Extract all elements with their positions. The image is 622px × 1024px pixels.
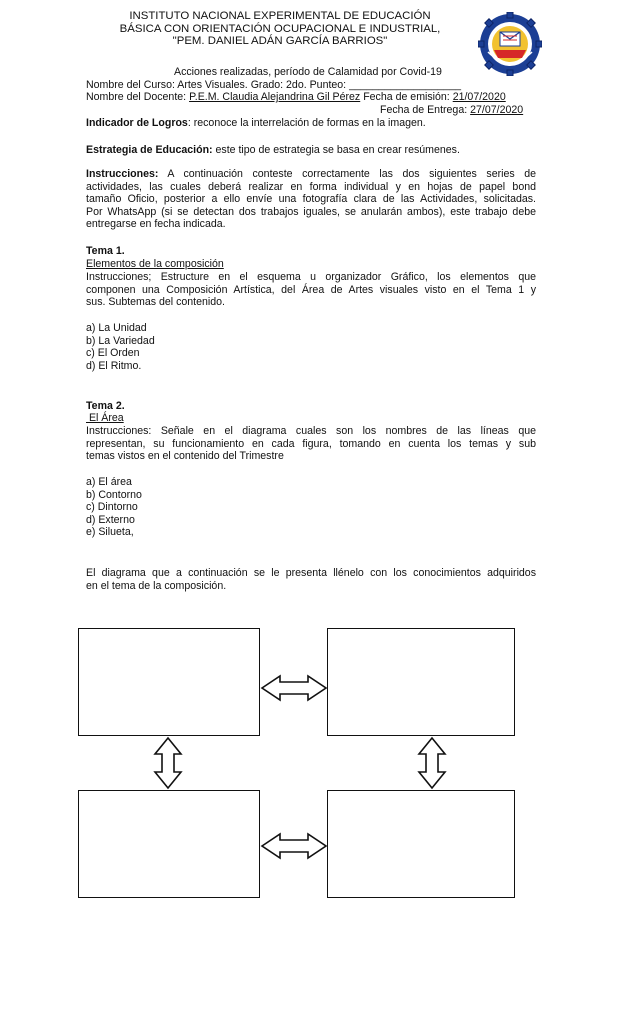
double-arrow-vertical-icon	[155, 738, 181, 788]
tema1-title: Tema 1.	[86, 245, 125, 257]
diagram-intro-line: en el tema de la composición.	[86, 579, 227, 592]
activity-subtitle: Acciones realizadas, período de Calamidad por Covid-19	[174, 66, 442, 78]
strategy-text: este tipo de estrategia se basa en crear resúmenes.	[212, 144, 460, 156]
header-line-2: BÁSICA CON ORIENTACIÓN OCUPACIONAL E INDUSTRIAL,	[119, 22, 441, 35]
list-item: a) El área	[86, 476, 132, 488]
instructions-line: Por WhatsApp (si se detectan dos trabajos iguales, se anularán ambos), este trabajo debe	[86, 205, 536, 218]
grade-label: Grado:	[250, 79, 284, 91]
instructions-line: Instrucciones: A continuación conteste correctamente las dos siguientes series de	[86, 168, 536, 180]
tema1-line: Instrucciones; Estructure en el esquema u organizador Gráfico, los elementos que	[86, 271, 536, 283]
issue-date-value: 21/07/2020	[452, 91, 506, 103]
list-item: b) Contorno	[86, 488, 142, 501]
indicator-text: : reconoce la interrelación de formas en la imagen.	[187, 117, 426, 129]
tema2-line: temas vistos en el contenido del Trimestre	[86, 450, 284, 463]
course-value: Artes Visuales.	[177, 79, 248, 91]
score-label: Punteo:	[309, 79, 347, 91]
instructions-line: entregarse en fecha indicada.	[86, 218, 226, 231]
diagram-intro-line: El diagrama que a continuación se le presenta llénelo con los conocimientos adquiridos	[86, 567, 536, 579]
list-item: d) Externo	[86, 513, 135, 526]
instructions-line: actividades, las cuales deberá realizar en forma individual y en hojas de papel bond	[86, 180, 536, 193]
tema2-title: Tema 2.	[86, 400, 125, 412]
delivery-date-label: Fecha de Entrega:	[380, 104, 468, 116]
header-line-3: "PEM. DANIEL ADÁN GARCÍA BARRIOS"	[172, 35, 388, 47]
double-arrow-vertical-icon	[419, 738, 445, 788]
list-item: c) El Orden	[86, 347, 140, 360]
tema2-subtitle: El Área	[86, 412, 124, 424]
header-line-1: INSTITUTO NACIONAL EXPERIMENTAL DE EDUCACIÓN	[129, 10, 431, 22]
tema2-line: representan, su funcionamiento en cada figura, tomando en cuenta los temas y sub	[86, 437, 536, 450]
indicator-label: Indicador de Logros	[86, 117, 188, 129]
issue-date-label: Fecha de emisión:	[363, 91, 450, 103]
tema1-subtitle: Elementos de la composición	[86, 258, 224, 270]
course-label: Nombre del Curso:	[86, 79, 175, 91]
list-item: d) El Ritmo.	[86, 359, 142, 372]
instructions-line: tamaño Oficio, posterior a ello envíe una fotografía clara de las Actividades, solicitadas.	[86, 193, 536, 206]
score-blank: ___________________	[349, 79, 462, 91]
teacher-value: P.E.M. Claudia Alejandrina Gil Pérez	[189, 91, 361, 103]
list-item: b) La Variedad	[86, 334, 155, 347]
double-arrow-horizontal-icon	[262, 834, 326, 858]
grade-value: 2do.	[286, 79, 307, 91]
instructions-label: Instrucciones:	[86, 168, 159, 180]
tema1-line: sus. Subtemas del contenido.	[86, 296, 225, 309]
teacher-label: Nombre del Docente:	[86, 91, 187, 103]
double-arrow-horizontal-icon	[262, 676, 326, 700]
tema1-line: componen una Composición Artística, del Área de Artes visuales visto en el Tema 1 y	[86, 283, 536, 296]
list-item: c) Dintorno	[86, 501, 138, 514]
tema2-line: Instrucciones: Señale en el diagrama cuales son los nombres de las líneas que	[86, 425, 536, 437]
list-item: e) Silueta,	[86, 526, 134, 539]
strategy-label: Estrategia de Educación:	[86, 144, 213, 156]
delivery-date-value: 27/07/2020	[470, 104, 524, 116]
list-item: a) La Unidad	[86, 322, 147, 334]
